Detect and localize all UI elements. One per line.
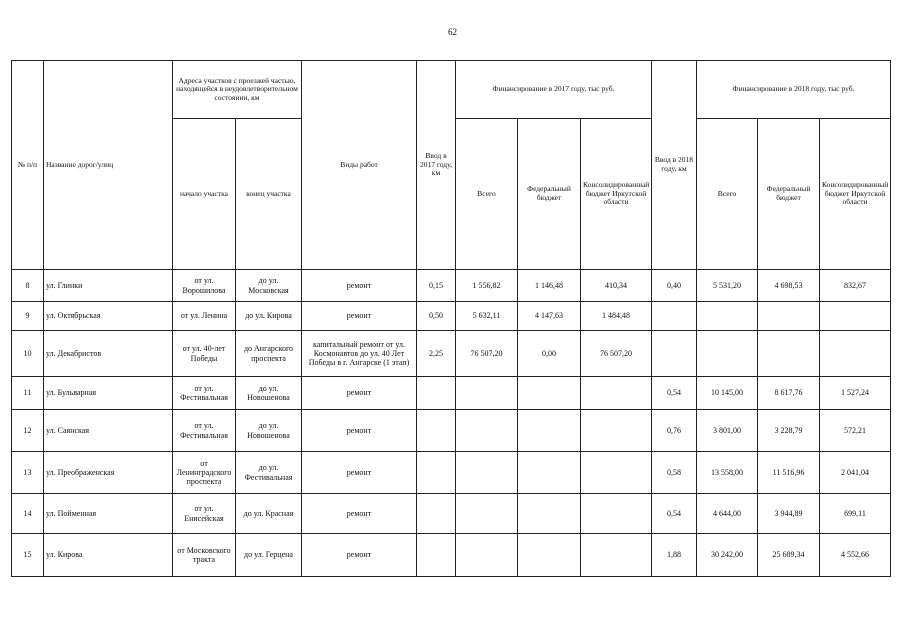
cell-total-2018: 13 558,00 bbox=[697, 452, 758, 494]
header-total-2017: Всего bbox=[456, 119, 518, 270]
header-end: конец участка bbox=[236, 119, 302, 270]
cell-total-2018 bbox=[697, 331, 758, 377]
cell-name: ул. Декабристов bbox=[44, 331, 173, 377]
cell-consolidated-2017 bbox=[581, 452, 652, 494]
cell-total-2018 bbox=[697, 302, 758, 331]
cell-federal-2017: 4 147,63 bbox=[518, 302, 581, 331]
cell-input-2017 bbox=[417, 534, 456, 577]
table-row bbox=[12, 270, 891, 302]
cell-federal-2017 bbox=[518, 494, 581, 534]
cell-federal-2018: 3 228,79 bbox=[758, 410, 820, 452]
cell-federal-2017 bbox=[518, 377, 581, 410]
cell-consolidated-2018: 572,21 bbox=[820, 410, 891, 452]
cell-consolidated-2018 bbox=[820, 331, 891, 377]
cell-num: 11 bbox=[12, 377, 44, 410]
table-row bbox=[12, 494, 891, 534]
cell-input-2017 bbox=[417, 410, 456, 452]
header-num: № п/п bbox=[12, 61, 44, 270]
cell-works: капитальный ремонт от ул. Космонавтов до ул. 40 Лет Победы в г. Ангарске (1 этап) bbox=[302, 331, 417, 377]
cell-federal-2017 bbox=[518, 452, 581, 494]
cell-num: 10 bbox=[12, 331, 44, 377]
cell-name: ул. Пойменная bbox=[44, 494, 173, 534]
cell-input-2017 bbox=[417, 452, 456, 494]
cell-end: до ул. Новошенова bbox=[236, 410, 302, 452]
cell-works: ремонт bbox=[302, 452, 417, 494]
cell-total-2018: 5 531,20 bbox=[697, 270, 758, 302]
cell-input-2018 bbox=[652, 331, 697, 377]
cell-total-2017 bbox=[456, 410, 518, 452]
cell-input-2018: 0,76 bbox=[652, 410, 697, 452]
cell-input-2017: 0,15 bbox=[417, 270, 456, 302]
cell-input-2017 bbox=[417, 377, 456, 410]
road-repair-table bbox=[11, 60, 891, 577]
header-federal-2018: Федеральный бюджет bbox=[758, 119, 820, 270]
table-row bbox=[12, 410, 891, 452]
header-start: начало участка bbox=[173, 119, 236, 270]
cell-consolidated-2017 bbox=[581, 377, 652, 410]
cell-consolidated-2017 bbox=[581, 534, 652, 577]
cell-input-2018: 0,40 bbox=[652, 270, 697, 302]
cell-num: 13 bbox=[12, 452, 44, 494]
cell-consolidated-2017 bbox=[581, 410, 652, 452]
cell-num: 9 bbox=[12, 302, 44, 331]
cell-federal-2017: 1 146,48 bbox=[518, 270, 581, 302]
cell-end: до ул. Герцена bbox=[236, 534, 302, 577]
cell-total-2017: 1 556,82 bbox=[456, 270, 518, 302]
header-works: Виды работ bbox=[302, 61, 417, 270]
cell-name: ул. Октябрьская bbox=[44, 302, 173, 331]
table-row bbox=[12, 452, 891, 494]
cell-federal-2018 bbox=[758, 302, 820, 331]
cell-total-2018: 4 644,00 bbox=[697, 494, 758, 534]
header-name: Название дорог/улиц bbox=[44, 61, 173, 270]
cell-input-2017 bbox=[417, 494, 456, 534]
cell-consolidated-2018: 699,11 bbox=[820, 494, 891, 534]
cell-start: от Московского тракта bbox=[173, 534, 236, 577]
cell-consolidated-2017: 410,34 bbox=[581, 270, 652, 302]
cell-works: ремонт bbox=[302, 410, 417, 452]
cell-consolidated-2018: 4 552,66 bbox=[820, 534, 891, 577]
cell-total-2018: 10 145,00 bbox=[697, 377, 758, 410]
cell-federal-2018: 4 698,53 bbox=[758, 270, 820, 302]
cell-federal-2018: 25 689,34 bbox=[758, 534, 820, 577]
cell-total-2017 bbox=[456, 534, 518, 577]
cell-federal-2017 bbox=[518, 410, 581, 452]
header-financing-2017: Финансирование в 2017 году, тыс руб. bbox=[456, 61, 652, 119]
cell-total-2017: 76 507,20 bbox=[456, 331, 518, 377]
cell-works: ремонт bbox=[302, 494, 417, 534]
cell-name: ул. Бульварная bbox=[44, 377, 173, 410]
cell-start: от ул. Фестивальная bbox=[173, 410, 236, 452]
cell-works: ремонт bbox=[302, 534, 417, 577]
header-total-2018: Всего bbox=[697, 119, 758, 270]
cell-end: до Ангарского проспекта bbox=[236, 331, 302, 377]
cell-total-2017 bbox=[456, 494, 518, 534]
table-row bbox=[12, 534, 891, 577]
cell-consolidated-2017: 76 507,20 bbox=[581, 331, 652, 377]
cell-federal-2018 bbox=[758, 331, 820, 377]
cell-input-2018 bbox=[652, 302, 697, 331]
page-number: 62 bbox=[448, 27, 457, 37]
cell-num: 12 bbox=[12, 410, 44, 452]
cell-consolidated-2018: 1 527,24 bbox=[820, 377, 891, 410]
cell-consolidated-2018: 2 041,04 bbox=[820, 452, 891, 494]
cell-input-2018: 0,58 bbox=[652, 452, 697, 494]
cell-start: от ул. Ленина bbox=[173, 302, 236, 331]
table-row bbox=[12, 377, 891, 410]
cell-total-2017 bbox=[456, 452, 518, 494]
cell-federal-2018: 8 617,76 bbox=[758, 377, 820, 410]
cell-start: от Ленинградского проспекта bbox=[173, 452, 236, 494]
cell-num: 15 bbox=[12, 534, 44, 577]
header-consolidated-2017: Консолидированный бюджет Иркутской области bbox=[581, 119, 652, 270]
cell-federal-2017 bbox=[518, 534, 581, 577]
header-input-2018: Ввод в 2018 году, км bbox=[652, 61, 697, 270]
cell-total-2018: 3 801,00 bbox=[697, 410, 758, 452]
cell-input-2017: 2,25 bbox=[417, 331, 456, 377]
cell-end: до ул. Красная bbox=[236, 494, 302, 534]
cell-input-2017: 0,50 bbox=[417, 302, 456, 331]
cell-works: ремонт bbox=[302, 302, 417, 331]
cell-num: 8 bbox=[12, 270, 44, 302]
cell-works: ремонт bbox=[302, 270, 417, 302]
cell-end: до ул. Новошенова bbox=[236, 377, 302, 410]
cell-consolidated-2017 bbox=[581, 494, 652, 534]
cell-input-2018: 0,54 bbox=[652, 377, 697, 410]
cell-consolidated-2018: 832,67 bbox=[820, 270, 891, 302]
cell-federal-2017: 0,00 bbox=[518, 331, 581, 377]
cell-start: от ул. Ворошилова bbox=[173, 270, 236, 302]
cell-start: от ул. 40-лет Победы bbox=[173, 331, 236, 377]
cell-total-2018: 30 242,00 bbox=[697, 534, 758, 577]
header-financing-2018: Финансирование в 2018 году, тыс руб. bbox=[697, 61, 891, 119]
header-address-group: Адреса участков с проезжей частью, находящейся в неудовлетворительном состоянии, км bbox=[173, 61, 302, 119]
cell-name: ул. Саянская bbox=[44, 410, 173, 452]
cell-total-2017 bbox=[456, 377, 518, 410]
cell-total-2017: 5 632,11 bbox=[456, 302, 518, 331]
cell-start: от ул. Фестивальная bbox=[173, 377, 236, 410]
cell-end: до ул. Кирова bbox=[236, 302, 302, 331]
cell-end: до ул. Фестивальная bbox=[236, 452, 302, 494]
cell-consolidated-2018 bbox=[820, 302, 891, 331]
cell-name: ул. Преображенская bbox=[44, 452, 173, 494]
header-federal-2017: Федеральный бюджет bbox=[518, 119, 581, 270]
cell-input-2018: 0,54 bbox=[652, 494, 697, 534]
cell-end: до ул. Московская bbox=[236, 270, 302, 302]
cell-start: от ул. Енисейская bbox=[173, 494, 236, 534]
cell-federal-2018: 11 516,96 bbox=[758, 452, 820, 494]
cell-name: ул. Кирова bbox=[44, 534, 173, 577]
table-row bbox=[12, 302, 891, 331]
cell-consolidated-2017: 1 484,48 bbox=[581, 302, 652, 331]
cell-input-2018: 1,88 bbox=[652, 534, 697, 577]
header-consolidated-2018: Консолидированный бюджет Иркутской области bbox=[820, 119, 891, 270]
cell-num: 14 bbox=[12, 494, 44, 534]
table-row bbox=[12, 331, 891, 377]
cell-name: ул. Глинки bbox=[44, 270, 173, 302]
cell-federal-2018: 3 944,89 bbox=[758, 494, 820, 534]
cell-works: ремонт bbox=[302, 377, 417, 410]
header-input-2017: Ввод в 2017 году, км bbox=[417, 61, 456, 270]
